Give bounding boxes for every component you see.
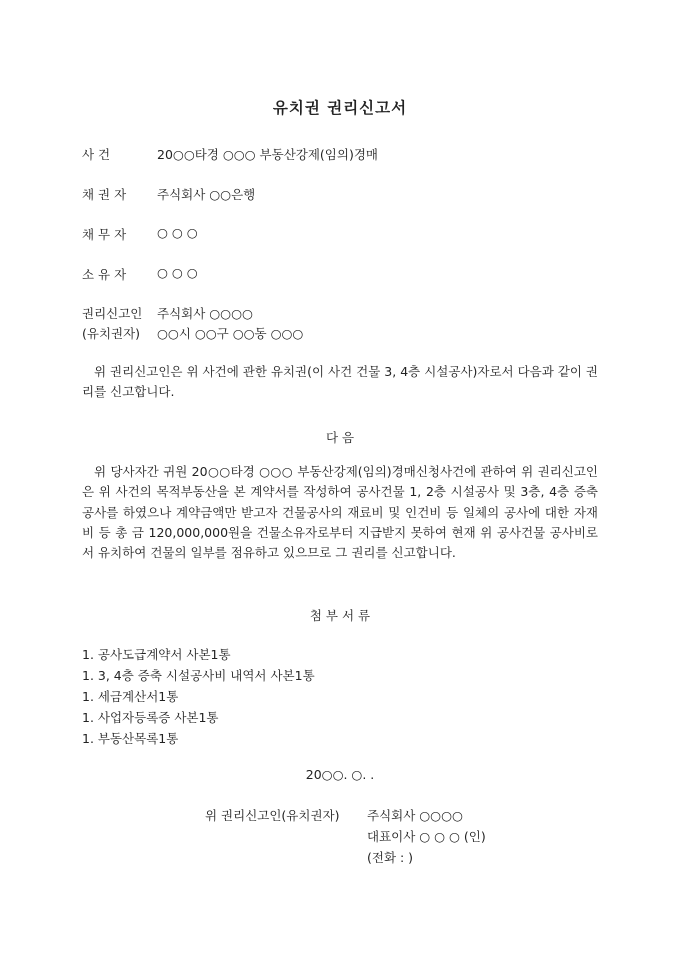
attachment-item: 1. 사업자등록증 사본1통 [82,710,219,725]
owner-value: ○ ○ ○ [157,265,198,280]
debtor-label: 채 무 자 [82,227,127,242]
case-value: 20○○타경 ○○○ 부동산강제(임의)경매 [157,147,378,162]
next-heading: 다 음 [325,430,355,445]
attachment-item: 1. 공사도급계약서 사본1통 [82,647,231,662]
signer-company: 주식회사 ○○○○ [367,808,463,823]
attachment-item: 1. 부동산목록1통 [82,731,179,746]
reporter-label: 권리신고인 [82,306,143,321]
creditor-value: 주식회사 ○○은행 [157,187,256,202]
signer-ceo: 대표이사 ○ ○ ○ (인) [367,829,486,844]
creditor-label: 채 권 자 [82,187,127,202]
document-date: 20○○. ○. . [305,767,375,782]
body-paragraph: 위 당사자간 귀원 20○○타경 ○○○ 부동산강제(임의)경매신청사건에 관하여 위 권리신고인은 위 사건의 목적부동산을 본 계약서를 작성하여 공사건물 1, 2층 시설공사 및 3층, 4층 증축공사를 하였으나 계약금액만 받고자 건물공사의 재료비 및 인건비 등 일체의 공사에 대한 자재비 등 총 금 120,000,000원을 건물소유자로부터 지급받지 못하여 현재 위 공사건물 공사비로서 유치하여 건물의 일부를 점유하고 있으므로 그 권리를 신고합니다. [82,464,598,561]
reporter-value: 주식회사 ○○○○ [157,306,253,321]
lienholder-label: (유치권자) [82,326,141,341]
signer-phone: (전화 : ) [367,850,414,865]
signer-role: 위 권리신고인(유치권자) [205,808,340,823]
debtor-value: ○ ○ ○ [157,225,198,240]
attachments-heading: 첨 부 서 류 [309,608,371,623]
lienholder-value: ○○시 ○○구 ○○동 ○○○ [157,326,304,341]
owner-label: 소 유 자 [82,267,127,282]
case-label: 사 건 [82,147,111,162]
intro-paragraph: 위 권리신고인은 위 사건에 관한 유치권(이 사건 건물 3, 4층 시설공사)자로서 다음과 같이 권리를 신고합니다. [82,364,598,400]
attachment-item: 1. 세금계산서1통 [82,689,179,704]
document-title: 유치권 권리신고서 [272,99,408,117]
attachment-item: 1. 3, 4층 증축 시설공사비 내역서 사본1통 [82,668,315,683]
